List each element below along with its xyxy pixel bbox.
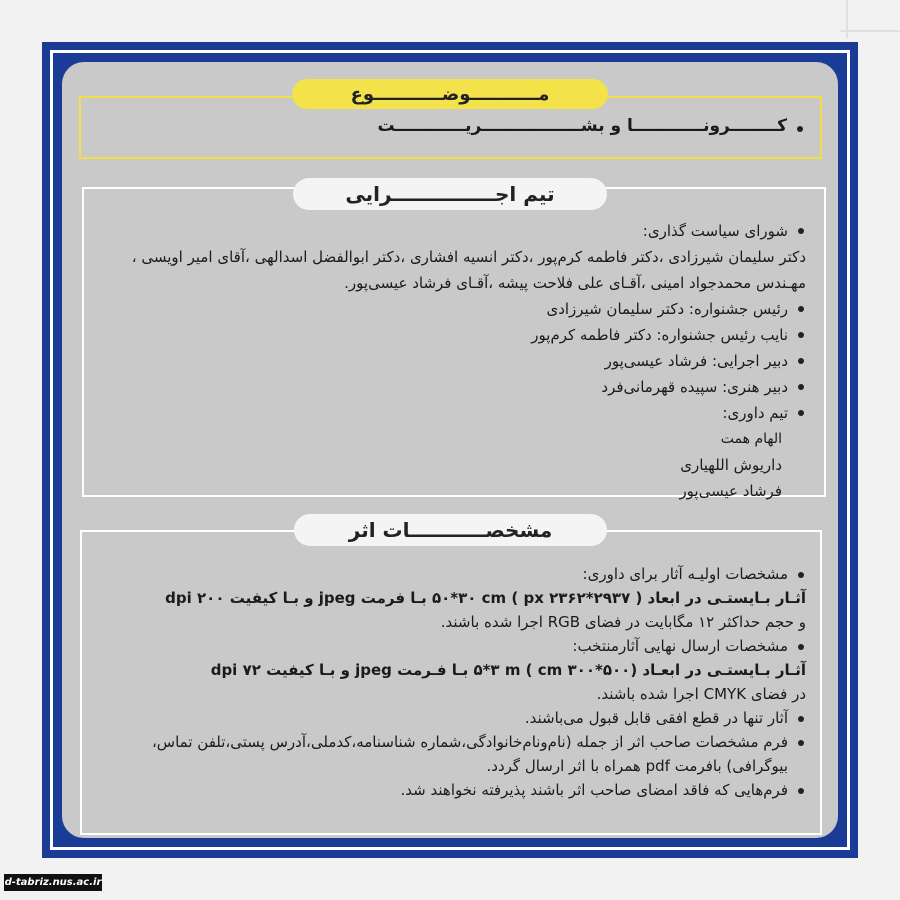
jury-member: داریوش اللهیاری — [680, 456, 782, 474]
site-watermark: d-tabriz.nus.ac.ir — [4, 874, 102, 891]
final-specs-label: مشخصات ارسال نهایی آثارمنتخب: — [116, 634, 806, 658]
jury-member: الهام همت — [720, 431, 782, 447]
initial-specs-line: آثـار بـایستـی در ابعاد ( ۲۹۳۷*۲۳۶۲ px ) ۵۰*۳۰ cm بـا فرمت jpeg و بـا کیفیت ۲۰۰ dpi — [165, 589, 806, 607]
deputy-head: نایب رئیس جشنواره: دکتر فاطمه کرم‌پور — [116, 322, 806, 348]
team-list — [116, 218, 806, 504]
topic-title: مـــــــــــوضـــــــــــوع — [292, 79, 608, 109]
policy-council-label: شورای سیاست گذاری: — [116, 218, 806, 244]
corner-decoration — [846, 0, 848, 38]
specs-list — [116, 562, 806, 802]
topic-item: کــــــــرونــــــــــــا و بشـــــــــــــــــریــــــــــــت — [105, 116, 805, 136]
specs-title: مشخصـــــــــــات اثر — [294, 514, 607, 546]
festival-head: رئیس جشنواره: دکتر سلیمان شیرزادی — [116, 296, 806, 322]
corner-decoration — [840, 30, 900, 32]
initial-specs-line: و حجم حداکثر ۱۲ مگابایت در فضای RGB اجرا شده باشند. — [440, 613, 806, 631]
landscape-note: آثار تنها در قطع افقی قابل قبول می‌باشند. — [116, 706, 806, 730]
team-title: تیم اجـــــــــــــــرایی — [293, 178, 607, 210]
signature-note: فرم‌هایی که فاقد امضای صاحب اثر باشند پذیرفته نخواهند شد. — [116, 778, 806, 802]
form-note: فرم مشخصات صاحب اثر از جمله (نام‌ونام‌خانوادگی،شماره شناسنامه،کدملی،آدرس پستی،تلفن تماس، بیوگرافی) بافرمت pdf همراه با اثر ارسال گردد. — [116, 730, 806, 778]
art-secretary: دبیر هنری: سپیده قهرمانی‌فرد — [116, 374, 806, 400]
jury-member: فرشاد عیسی‌پور — [679, 482, 782, 500]
final-specs-line: آثـار بـایستـی در ابعـاد (۵۰۰*۳۰۰ cm ) ۵*۳ m بـا فـرمت jpeg و بـا کیفیت ۷۲ dpi — [210, 661, 806, 679]
initial-specs-label: مشخصات اولیـه آثار برای داوری: — [116, 562, 806, 586]
final-specs-line: در فضای CMYK اجرا شده باشند. — [596, 685, 806, 703]
executive-secretary: دبیر اجرایی: فرشاد عیسی‌پور — [116, 348, 806, 374]
topic-text — [105, 116, 805, 136]
policy-council-members: دکتر سلیمان شیرزادی ،دکتر فاطمه کرم‌پور ،دکتر انسیه افشاری ،دکتر ابوالفضل اسدالهی ،آقای امیر اویسی ، مهـندس محمدجواد امینی ،آقـای علی فلاحت پیشه ،آقـای فرشاد عیسی‌پور. — [131, 248, 806, 292]
jury-label: تیم داوری: — [116, 400, 806, 426]
